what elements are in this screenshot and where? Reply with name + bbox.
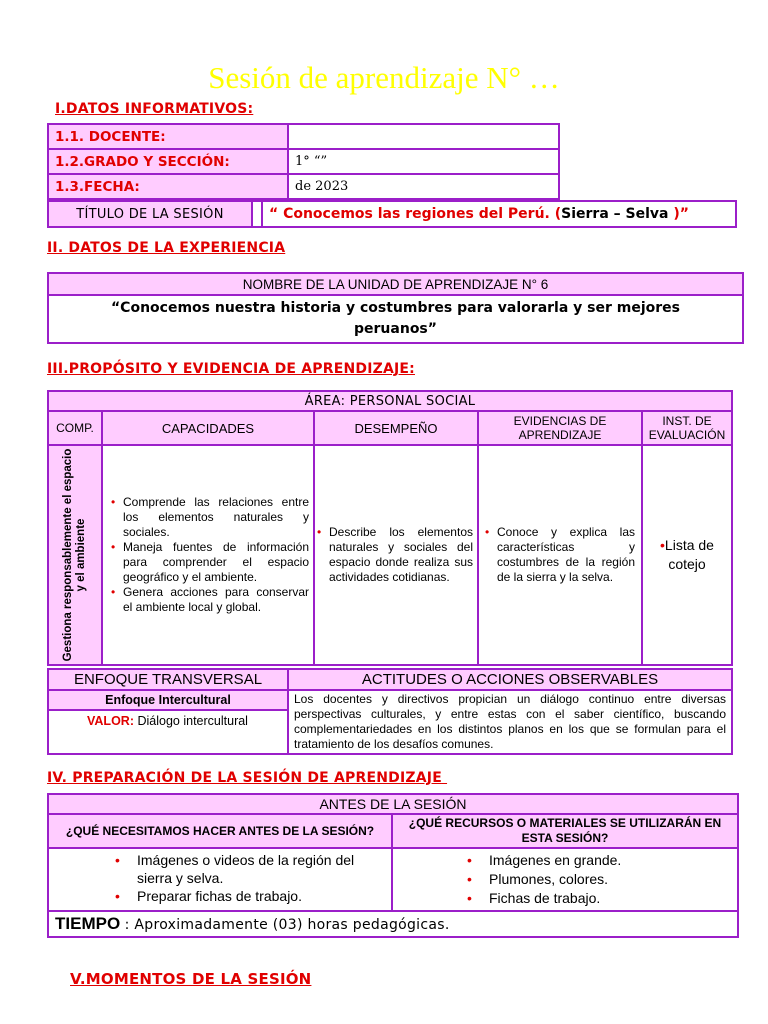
page-title: Sesión de aprendizaje N° … xyxy=(208,60,560,95)
instrumento-text: Lista de cotejo xyxy=(664,537,714,572)
preparacion-table xyxy=(47,793,739,938)
titulo-value: “ Conocemos las regiones del Perú. (Sierra – Selva )” xyxy=(262,201,736,227)
valor-text: Diálogo intercultural xyxy=(137,714,248,728)
tiempo-text: : Aproximadamente (03) horas pedagógicas. xyxy=(124,917,450,933)
section-5-heading: V.MOMENTOS DE LA SESIÓN xyxy=(70,970,312,988)
unidad-name: “Conocemos nuestra historia y costumbres para valorarla y ser mejores peruanos” xyxy=(48,295,743,343)
datos-informativos-table xyxy=(47,123,560,200)
desempeno-text: • Describe los elementos naturales y sociales del espacio donde realiza sus actividades cotidianas. xyxy=(317,525,473,585)
recursos-cell xyxy=(392,848,738,911)
q-hacer: ¿QUÉ NECESITAMOS HACER ANTES DE LA SESIÓN? xyxy=(48,814,392,848)
capacidad-item: • Genera acciones para conservar el ambiente local y global. xyxy=(111,585,309,615)
col-desempeno: DESEMPEÑO xyxy=(314,411,478,445)
hacer-item: • Imágenes o videos de la región del sierra y selva. xyxy=(115,851,383,887)
section-4-heading: IV. PREPARACIÓN DE LA SESIÓN DE APRENDIZAJE xyxy=(47,770,442,786)
recurso-item: • Plumones, colores. xyxy=(467,870,729,889)
capacidad-item: • Comprende las relaciones entre los elementos naturales y sociales. xyxy=(111,495,309,540)
tiempo-label: TIEMPO xyxy=(55,914,121,933)
docente-value xyxy=(288,124,559,149)
instrumento-cell: •Lista de cotejo xyxy=(642,445,732,665)
fecha-value: de 2023 xyxy=(288,174,559,199)
docente-label: 1.1. DOCENTE: xyxy=(48,124,288,149)
col-evidencias: EVIDENCIAS DE APRENDIZAJE xyxy=(478,411,642,445)
enfoque-header: ENFOQUE TRANSVERSAL xyxy=(48,669,288,690)
col-instrumento: INST. DE EVALUACIÓN xyxy=(642,411,732,445)
hacer-cell xyxy=(48,848,392,911)
competencia-cell xyxy=(48,445,102,665)
fecha-label: 1.3.FECHA: xyxy=(48,174,288,199)
valor-label: VALOR: xyxy=(87,714,134,728)
section-1-heading: I.DATOS INFORMATIVOS: xyxy=(55,101,254,117)
section-2-heading: II. DATOS DE LA EXPERIENCIA xyxy=(47,240,286,256)
titulo-sesion-table xyxy=(47,200,737,228)
desempeno-cell xyxy=(314,445,478,665)
titulo-label: TÍTULO DE LA SESIÓN xyxy=(48,201,252,227)
capacidades-list xyxy=(111,495,309,615)
actitudes-text: Los docentes y directivos propician un diálogo continuo entre diversas perspectivas culturales, y entre estas con el saber científico, buscando complementariedades en los distintos planos en los que se formulan para el tratamiento de los desafíos comunes. xyxy=(288,690,732,754)
valor-row xyxy=(49,711,287,728)
hacer-item: • Preparar fichas de trabajo. xyxy=(115,887,383,905)
col-capacidades: CAPACIDADES xyxy=(102,411,314,445)
enfoque-table xyxy=(47,668,733,755)
tiempo-row xyxy=(48,911,738,937)
unidad-header: NOMBRE DE LA UNIDAD DE APRENDIZAJE N° 6 xyxy=(48,273,743,295)
enfoque-name: Enfoque Intercultural xyxy=(49,691,287,711)
competencia-text: Gestiona responsablemente el espacio y el ambiente xyxy=(62,448,87,662)
q-recursos: ¿QUÉ RECURSOS O MATERIALES SE UTILIZARÁN EN ESTA SESIÓN? xyxy=(392,814,738,848)
evidencia-text: • Conoce y explica las características y costumbres de la región de la sierra y la selva. xyxy=(485,525,635,585)
capacidad-item: • Maneja fuentes de información para comprender el espacio geográfico y el ambiente. xyxy=(111,540,309,585)
actitudes-header: ACTITUDES O ACCIONES OBSERVABLES xyxy=(288,669,732,690)
area-header: ÁREA: PERSONAL SOCIAL xyxy=(48,391,732,411)
proposito-table xyxy=(47,390,733,666)
grado-label: 1.2.GRADO Y SECCIÓN: xyxy=(48,149,288,174)
recurso-item: • Imágenes en grande. xyxy=(467,851,729,870)
enfoque-cell xyxy=(48,690,288,754)
antes-header: ANTES DE LA SESIÓN xyxy=(48,794,738,814)
section-3-heading: III.PROPÓSITO Y EVIDENCIA DE APRENDIZAJE: xyxy=(47,361,415,377)
recurso-item: • Fichas de trabajo. xyxy=(467,889,729,908)
col-comp: COMP. xyxy=(48,411,102,445)
evidencia-cell xyxy=(478,445,642,665)
unidad-table xyxy=(47,272,744,344)
capacidades-cell xyxy=(102,445,314,665)
grado-value: 1° “” xyxy=(288,149,559,174)
